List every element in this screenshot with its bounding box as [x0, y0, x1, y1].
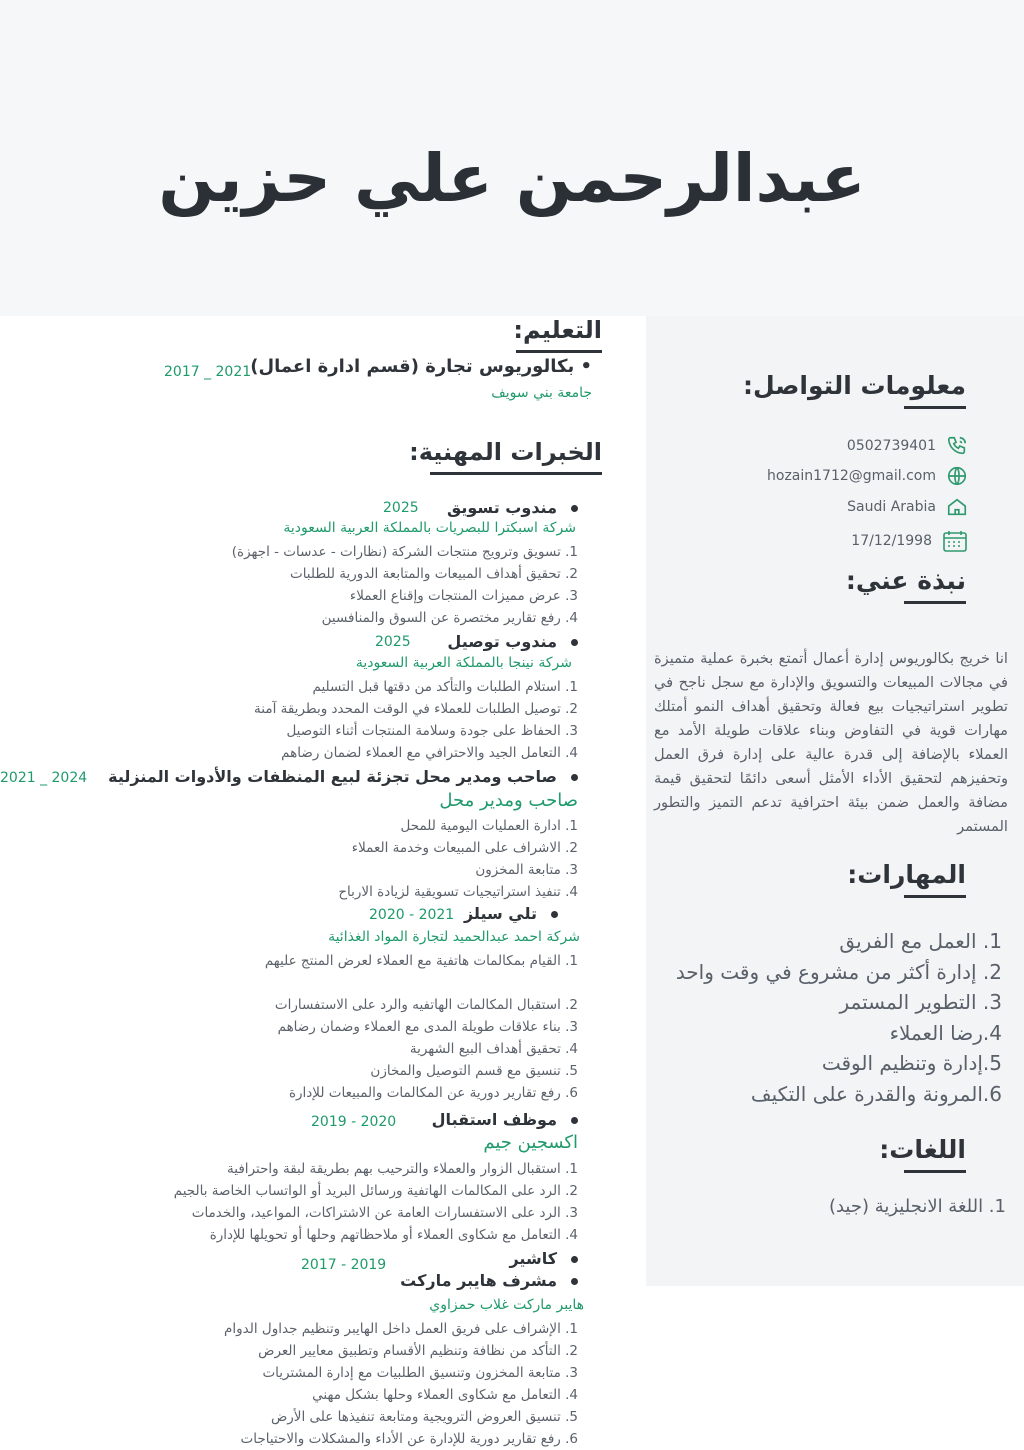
- duty-item: 6. رفع تقارير دورية عن المكالمات والمبيعات للإدارة: [288, 1085, 578, 1101]
- job-duties: [338, 815, 578, 903]
- job-title: صاحب ومدير محل تجزئة لبيع المنظفات والأدوات المنزلية: [108, 767, 578, 786]
- job-duties: [174, 1158, 578, 1246]
- bullet-icon: [571, 1256, 578, 1263]
- about-heading: نبذة عني:: [846, 566, 966, 604]
- heading-underline: [904, 601, 966, 604]
- duty-item: 5. تنسيق مع قسم التوصيل والمخازن: [370, 1063, 578, 1079]
- duty-item: 4. رفع تقارير مختصرة عن السوق والمنافسين: [321, 610, 578, 626]
- job-company: شركة اسبكترا للبصريات بالمملكة العربية السعودية: [283, 520, 576, 536]
- bullet-icon: [571, 639, 578, 646]
- duty-item: 1. استقبال الزوار والعملاء والترحيب بهم بطريقة لبقة واحترافية: [227, 1161, 578, 1177]
- duty-item: 4. تنفيذ استراتيجيات تسويقية لزيادة الارباح: [338, 884, 578, 900]
- duty-item: 4. تحقيق أهداف البيع الشهرية: [409, 1041, 578, 1057]
- job-company: صاحب ومدير محل: [439, 790, 578, 811]
- contact-heading: معلومات التواصل:: [743, 371, 966, 409]
- job-year: 2025: [383, 500, 419, 516]
- heading-underline: [904, 895, 966, 898]
- education-years: 2017 _ 2021: [164, 364, 252, 380]
- job-company: اكسجين جيم: [483, 1132, 578, 1153]
- duty-item: 1. استلام الطلبات والتأكد من دقتها قبل التسليم: [312, 679, 578, 695]
- duty-item: 4. التعامل مع شكاوى العملاء وحلها بشكل مهني: [312, 1387, 578, 1403]
- duty-item: 4. التعامل الجيد والاحترافي مع العملاء لضمان رضاهم: [281, 745, 578, 761]
- header-band: [0, 0, 1024, 316]
- contact-country: Saudi Arabia: [847, 495, 968, 519]
- job-company: شركة احمد عبدالحميد لتجارة المواد الغذائية: [328, 929, 580, 945]
- contact-phone: 0502739401: [847, 434, 968, 458]
- job-duties: [224, 1318, 578, 1450]
- duty-item: 2. تحقيق أهداف المبيعات والمتابعة الدورية للطلبات: [289, 566, 578, 582]
- skill-item: 6.المرونة والقدرة على التكيف: [750, 1081, 1002, 1106]
- job-duties: [232, 541, 578, 629]
- duty-item: 1. القيام بمكالمات هاتفية مع العملاء لعرض المنتج عليهم: [264, 953, 578, 969]
- experience-heading: الخبرات المهنية:: [409, 438, 602, 475]
- job-title-secondary: مشرف هايبر ماركت: [400, 1271, 578, 1290]
- globe-icon: [946, 465, 968, 487]
- skills-heading: المهارات:: [847, 860, 966, 898]
- skill-item: 5.إدارة وتنظيم الوقت: [821, 1051, 1002, 1075]
- job-title: موظف استقبال: [432, 1110, 578, 1129]
- duty-item: 1. ادارة العمليات اليومية للمحل: [400, 818, 578, 834]
- duty-item: 6. رفع تقارير دورية للإدارة عن الأداء والمشكلات والاحتياجات: [240, 1431, 578, 1447]
- job-year: 2021 _ 2024: [0, 770, 88, 786]
- job-title: كاشير: [509, 1249, 578, 1268]
- skill-item: 3. التطوير المستمر: [839, 990, 1002, 1014]
- skill-item: 4.رضا العملاء: [889, 1020, 1002, 1045]
- duty-item: 1. تسويق وترويج منتجات الشركة (نظارات - عدسات - اجهزة): [231, 544, 578, 560]
- contact-birthdate: 17/12/1998: [851, 529, 968, 553]
- about-text: انا خريج بكالوريوس إدارة أعمال أتمتع بخبرة عملية متميزة في مجالات المبيعات والتسويق والإدارة مع سجل ناجح في تطوير استراتيجيات بيع فعالة وتحقيق أهداف النمو أمتلك مهارات قوية في التفاوض وبناء علاقات طويلة الأمد مع العملاء بالإضافة إلى قدرة عالية على إدارة فرق العمل وتحفيزهم لتحقيق الأداء الأمثل أسعى دائمًا لتحقيق قيمة مضافة والعمل ضمن بيئة احترافية تدعم التميز والتطور المستمر: [654, 650, 1008, 835]
- duty-item: 3. متابعة المخزون: [475, 862, 578, 878]
- job-title: تلي سيلز: [464, 904, 558, 923]
- duty-item: 3. عرض مميزات المنتجات وإقناع العملاء: [349, 588, 578, 604]
- job-title: مندوب تسويق: [447, 498, 578, 517]
- duty-item: 3. متابعة المخزون وتنسيق الطلبيات مع إدارة المشتريات: [262, 1365, 578, 1381]
- heading-underline: [904, 406, 966, 409]
- job-title: مندوب توصيل: [447, 632, 578, 651]
- full-name: عبدالرحمن علي حزين: [158, 140, 866, 217]
- heading-underline: [904, 1170, 966, 1173]
- job-duties: [253, 950, 578, 1104]
- duty-item: 3. الحفاظ على جودة وسلامة المنتجات أثناء التوصيل: [286, 723, 578, 739]
- job-year: 2019 - 2020: [311, 1114, 397, 1130]
- languages-heading: اللغات:: [879, 1135, 966, 1173]
- bullet-icon: [571, 505, 578, 512]
- duty-item: 1. الإشراف على فريق العمل داخل الهايبر وتنظيم جداول الدوام: [224, 1321, 578, 1337]
- education-school: جامعة بني سويف: [491, 385, 592, 401]
- bullet-icon: [551, 911, 558, 918]
- phone-icon: [946, 435, 968, 457]
- job-company: شركة نينجا بالمملكة العربية السعودية: [355, 655, 572, 671]
- skills-list: [676, 926, 1002, 1109]
- duty-item: 3. بناء علاقات طويلة المدى مع العملاء وضمان رضاهم: [277, 1019, 578, 1035]
- job-year: 2017 - 2019: [301, 1257, 387, 1273]
- skill-item: 1. العمل مع الفريق: [839, 929, 1002, 953]
- skill-item: 2. إدارة أكثر من مشروع في وقت واحد: [675, 959, 1002, 984]
- heading-underline: [516, 350, 602, 353]
- job-company: هايبر ماركت غلاب حمزاوي: [429, 1297, 584, 1313]
- education-degree: • بكالوريوس تجارة (قسم ادارة اعمال): [250, 356, 592, 377]
- duty-item: 2. توصيل الطلبات للعملاء في الوقت المحدد وبطريقة آمنة: [254, 701, 578, 717]
- heading-underline: [430, 472, 602, 475]
- job-year: 2025: [375, 634, 411, 650]
- bullet-icon: [571, 1278, 578, 1285]
- duty-item: 2. الرد على المكالمات الهاتفية ورسائل البريد أو الواتساب الخاصة بالجيم: [173, 1183, 578, 1199]
- education-heading: التعليم:: [513, 316, 602, 353]
- duty-item: 2. الاشراف على المبيعات وخدمة العملاء: [351, 840, 578, 856]
- bullet-icon: [571, 1117, 578, 1124]
- job-duties: [254, 676, 578, 764]
- home-icon: [946, 496, 968, 518]
- bullet-icon: [571, 774, 578, 781]
- languages-list: 1. اللغة الانجليزية (جيد): [828, 1196, 1006, 1217]
- contact-email: hozain1712@gmail.com: [767, 464, 968, 488]
- duty-item: 2. التأكد من نظافة وتنظيم الأقسام وتطبيق معايير العرض: [258, 1343, 578, 1359]
- duty-item: 4. التعامل مع شكاوى العملاء أو ملاحظاتهم وحلها أو تحويلها للإدارة: [209, 1227, 578, 1243]
- duty-item: 5. تنسيق العروض الترويجية ومتابعة تنفيذها على الأرض: [270, 1409, 578, 1425]
- duty-item: 3. الرد على الاستفسارات العامة عن الاشتراكات، المواعيد، والخدمات: [191, 1205, 578, 1221]
- calendar-icon: [942, 529, 968, 553]
- duty-item: 2. استقبال المكالمات الهاتفيه والرد على الاستفسارات: [274, 997, 578, 1013]
- job-year: 2020 - 2021: [369, 907, 455, 923]
